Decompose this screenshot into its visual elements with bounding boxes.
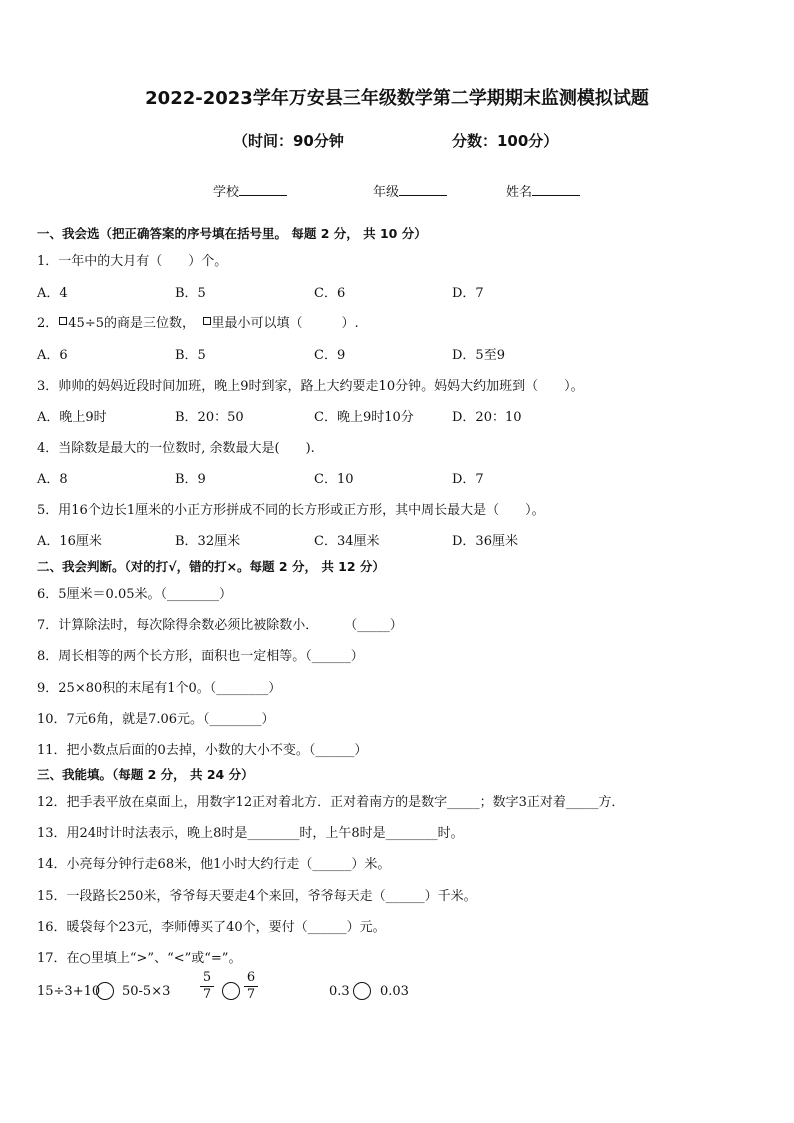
question-3: 3．帅帅的妈妈近段时间加班，晚上9时到家，路上大约要走10分钟。妈妈大约加班到（ ）。 bbox=[37, 379, 584, 394]
question-7: 7．计算除法时，每次除得余数必须比被除数小． （_____） bbox=[37, 618, 403, 633]
q5-option-b: B．32厘米 bbox=[175, 534, 241, 549]
q17-circle-b[interactable] bbox=[222, 982, 240, 1000]
q1-option-c: C．6 bbox=[314, 286, 346, 301]
question-5: 5．用16个边长1厘米的小正方形拼成不同的长方形或正方形，其中周长最大是（ ）。 bbox=[37, 503, 545, 518]
question-16: 16．暖袋每个23元，李师傅买了40个，要付（______）元。 bbox=[37, 920, 386, 935]
q17-right-c: 0.03 bbox=[380, 984, 409, 999]
q5-option-a: A．16厘米 bbox=[37, 534, 102, 549]
q17-left-c: 0.3 bbox=[329, 984, 350, 999]
q17-fraction-2: $\frac{6}{7}$ bbox=[244, 970, 258, 1003]
q1-option-b: B．5 bbox=[175, 286, 206, 301]
question-11: 11．把小数点后面的0去掉，小数的大小不变。（______） bbox=[37, 743, 368, 758]
name-blank[interactable] bbox=[532, 183, 580, 196]
q3-option-d: D．20：10 bbox=[452, 410, 522, 425]
question-6: 6．5厘米＝0.05米。（________） bbox=[37, 587, 232, 602]
q4-option-d: D．7 bbox=[452, 472, 484, 487]
question-12: 12．把手表平放在桌面上，用数字12正对着北方．正对着南方的是数字_____；数字3正对着_____方． bbox=[37, 795, 625, 810]
q4-option-c: C．10 bbox=[314, 472, 354, 487]
box-icon bbox=[203, 317, 211, 325]
question-17: 17．在○里填上“>”、“<”或“=”。 bbox=[37, 951, 242, 966]
q3-option-b: B．20：50 bbox=[175, 410, 244, 425]
question-14: 14．小亮每分钟行走68米，他1小时大约行走（______）米。 bbox=[37, 857, 391, 872]
section2-heading: 二、我会判断。（对的打√，错的打×。每题 2 分， 共 12 分） bbox=[37, 559, 385, 574]
section1-heading: 一、我会选（把正确答案的序号填在括号里。 每题 2 分， 共 10 分） bbox=[37, 226, 427, 241]
exam-time: （时间：90分钟 bbox=[233, 132, 344, 150]
name-field bbox=[506, 181, 580, 200]
q17-circle-c[interactable] bbox=[353, 982, 371, 1000]
q5-option-d: D．36厘米 bbox=[452, 534, 518, 549]
q17-fraction-1: $\frac{5}{7}$ bbox=[200, 970, 214, 1003]
q3-option-c: C．晚上9时10分 bbox=[314, 410, 414, 425]
question-8: 8．周长相等的两个长方形，面积也一定相等。（______） bbox=[37, 649, 364, 664]
question-2: 2． 45÷5的商是三位数， 里最小可以填（ ）. bbox=[37, 316, 359, 331]
question-1: 1．一年中的大月有（ ）个。 bbox=[37, 254, 228, 269]
q2-option-d: D．5至9 bbox=[452, 348, 505, 363]
exam-score: 分数：100分） bbox=[452, 132, 559, 150]
q4-option-b: B．9 bbox=[175, 472, 206, 487]
question-13: 13．用24时计时法表示，晚上8时是________时，上午8时是________时。 bbox=[37, 826, 464, 841]
q17-circle-a[interactable] bbox=[96, 982, 114, 1000]
q17-right-a: 50-5×3 bbox=[122, 984, 171, 999]
grade-field bbox=[373, 181, 447, 200]
name-label: 姓名 bbox=[506, 185, 533, 200]
school-field bbox=[213, 181, 287, 200]
question-4: 4．当除数是最大的一位数时, 余数最大是( ). bbox=[37, 441, 315, 456]
q2-option-c: C．9 bbox=[314, 348, 346, 363]
q3-option-a: A．晚上9时 bbox=[37, 410, 107, 425]
q5-option-c: C．34厘米 bbox=[314, 534, 380, 549]
question-15: 15．一段路长250米，爷爷每天要走4个来回，爷爷每天走（______）千米。 bbox=[37, 889, 477, 904]
grade-label: 年级 bbox=[373, 185, 400, 200]
q17-left-a: 15÷3+10 bbox=[37, 984, 101, 999]
school-label: 学校 bbox=[213, 185, 240, 200]
section3-heading: 三、我能填。（每题 2 分， 共 24 分） bbox=[37, 767, 254, 782]
q1-option-a: A．4 bbox=[37, 286, 68, 301]
q2-option-a: A．6 bbox=[37, 348, 68, 363]
box-icon bbox=[59, 317, 67, 325]
question-9: 9．25×80积的末尾有1个0。（________） bbox=[37, 681, 282, 696]
grade-blank[interactable] bbox=[399, 183, 447, 196]
school-blank[interactable] bbox=[239, 183, 287, 196]
q4-option-a: A．8 bbox=[37, 472, 68, 487]
q1-option-d: D．7 bbox=[452, 286, 484, 301]
q2-option-b: B．5 bbox=[175, 348, 206, 363]
page-title: 2022-2023学年万安县三年级数学第二学期期末监测模拟试题 bbox=[145, 88, 649, 109]
question-10: 10．7元6角，就是7.06元。（________） bbox=[37, 712, 275, 727]
